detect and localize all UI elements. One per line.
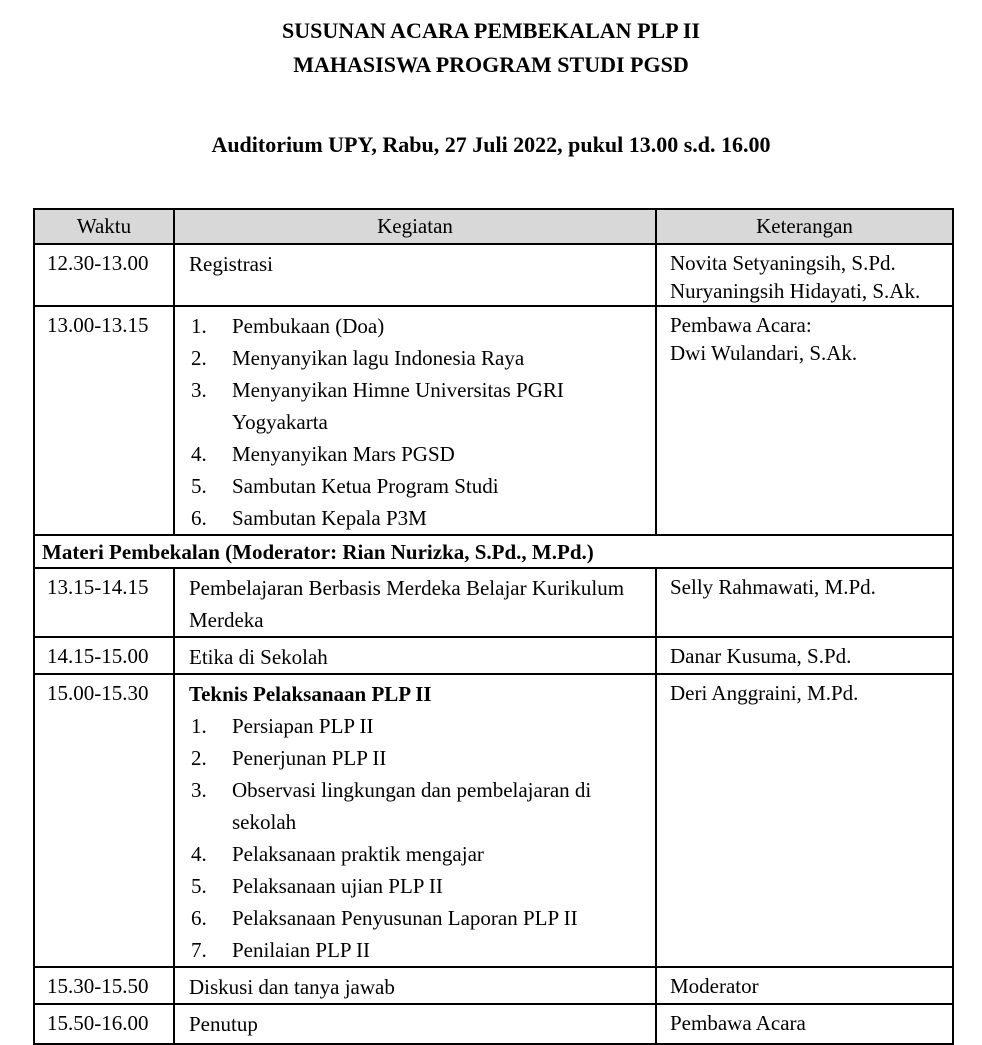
kegiatan-list xyxy=(189,310,647,534)
page-title xyxy=(0,14,982,82)
document-page xyxy=(0,14,982,1045)
kegiatan-text: Penutup xyxy=(189,1012,258,1036)
kegiatan-list xyxy=(189,710,647,966)
kegiatan-list-item: Pembukaan (Doa) xyxy=(232,314,385,338)
table-row xyxy=(34,637,953,674)
waktu-cell: 15.30-15.50 xyxy=(34,967,174,1004)
kegiatan-cell xyxy=(174,637,656,674)
table-row xyxy=(34,244,953,306)
kegiatan-list-item: Observasi lingkungan dan pembelajaran di sekolah xyxy=(232,778,592,834)
section-title: Materi Pembekalan (Moderator: Rian Nurizka, S.Pd., M.Pd.) xyxy=(34,535,953,568)
table-row xyxy=(34,1004,953,1044)
kegiatan-cell xyxy=(174,1004,656,1044)
waktu-cell: 14.15-15.00 xyxy=(34,637,174,674)
kegiatan-list-item: Menyanyikan lagu Indonesia Raya xyxy=(232,346,525,370)
table-row xyxy=(34,306,953,535)
kegiatan-list-item: Sambutan Kepala P3M xyxy=(232,506,427,530)
keterangan-cell xyxy=(656,306,953,535)
keterangan-line: Selly Rahmawati, M.Pd. xyxy=(670,575,876,599)
kegiatan-list-item: Sambutan Ketua Program Studi xyxy=(232,474,499,498)
keterangan-line: Moderator xyxy=(670,974,759,998)
kegiatan-cell xyxy=(174,306,656,535)
kegiatan-text: Diskusi dan tanya jawab xyxy=(189,975,395,999)
kegiatan-list-item: Pelaksanaan ujian PLP II xyxy=(232,874,443,898)
kegiatan-bold-title: Teknis Pelaksanaan PLP II xyxy=(189,682,432,706)
section-row xyxy=(34,535,953,568)
keterangan-line: Pembawa Acara: xyxy=(670,313,812,337)
keterangan-line: Danar Kusuma, S.Pd. xyxy=(670,644,852,668)
column-header-kegiatan: Kegiatan xyxy=(174,209,656,244)
keterangan-cell xyxy=(656,674,953,967)
table-row xyxy=(34,674,953,967)
keterangan-cell xyxy=(656,1004,953,1044)
kegiatan-list-item: Pelaksanaan Penyusunan Laporan PLP II xyxy=(232,906,578,930)
title-line-2: MAHASISWA PROGRAM STUDI PGSD xyxy=(293,52,689,77)
keterangan-line: Dwi Wulandari, S.Ak. xyxy=(670,341,858,365)
table-header-row xyxy=(34,209,953,244)
keterangan-cell xyxy=(656,967,953,1004)
keterangan-line: Novita Setyaningsih, S.Pd. xyxy=(670,251,896,275)
kegiatan-list-item: Pelaksanaan praktik mengajar xyxy=(232,842,484,866)
kegiatan-text: Etika di Sekolah xyxy=(189,645,328,669)
keterangan-line: Pembawa Acara xyxy=(670,1011,806,1035)
kegiatan-text: Pembelajaran Berbasis Merdeka Belajar Kurikulum Merdeka xyxy=(189,576,625,632)
title-line-1: SUSUNAN ACARA PEMBEKALAN PLP II xyxy=(281,18,701,43)
kegiatan-list-item: Menyanyikan Himne Universitas PGRI Yogyakarta xyxy=(232,378,564,434)
column-header-waktu: Waktu xyxy=(34,209,174,244)
table-row xyxy=(34,967,953,1004)
kegiatan-cell xyxy=(174,568,656,637)
kegiatan-cell xyxy=(174,674,656,967)
keterangan-cell xyxy=(656,568,953,637)
table-row xyxy=(34,568,953,637)
waktu-cell: 15.50-16.00 xyxy=(34,1004,174,1044)
kegiatan-cell xyxy=(174,967,656,1004)
event-subtitle: Auditorium UPY, Rabu, 27 Juli 2022, pukul 13.00 s.d. 16.00 xyxy=(211,132,771,157)
kegiatan-list-item: Menyanyikan Mars PGSD xyxy=(232,442,455,466)
kegiatan-text: Registrasi xyxy=(189,252,273,276)
waktu-cell: 13.15-14.15 xyxy=(34,568,174,637)
keterangan-cell xyxy=(656,244,953,306)
schedule-table xyxy=(33,208,954,1045)
column-header-keterangan: Keterangan xyxy=(656,209,953,244)
keterangan-line: Nuryaningsih Hidayati, S.Ak. xyxy=(670,279,921,303)
kegiatan-list-item: Penilaian PLP II xyxy=(232,938,371,962)
kegiatan-list-item: Persiapan PLP II xyxy=(232,714,374,738)
kegiatan-list-item: Penerjunan PLP II xyxy=(232,746,387,770)
kegiatan-cell xyxy=(174,244,656,306)
keterangan-cell xyxy=(656,637,953,674)
keterangan-line: Deri Anggraini, M.Pd. xyxy=(670,681,859,705)
waktu-cell: 13.00-13.15 xyxy=(34,306,174,535)
waktu-cell: 15.00-15.30 xyxy=(34,674,174,967)
waktu-cell: 12.30-13.00 xyxy=(34,244,174,306)
